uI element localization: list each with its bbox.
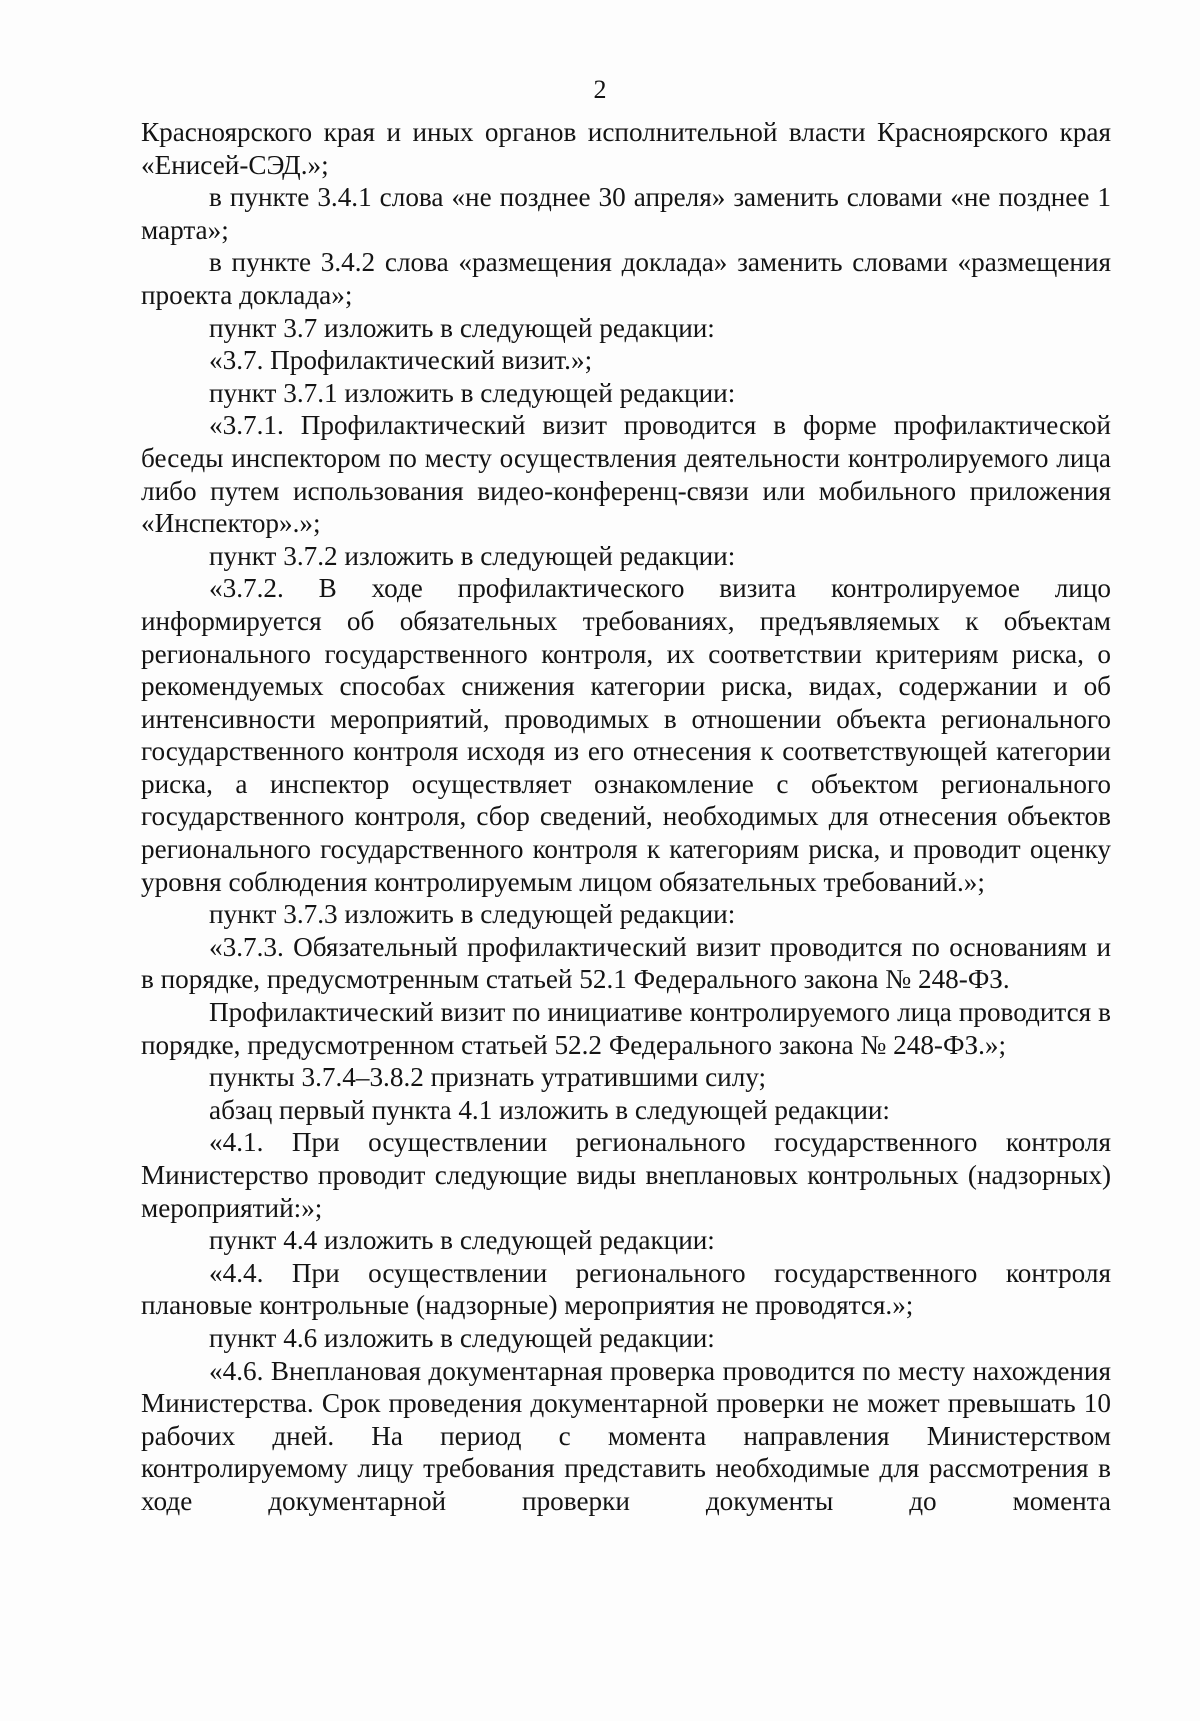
- paragraph: «3.7.2. В ходе профилактического визита контролируемое лицо информируется об обязательных требованиях, предъявляемых к объектам регионального государственного контроля, их соответствии критериям риска, о рекомендуемых способах снижения категории риска, видах, содержании и об интенсивности мероприятий, проводимых в отношении объекта регионального государственного контроля исходя из его отнесения к соответствующей категории риска, а инспектор осуществляет ознакомление с объектом регионального государственного контроля, сбор сведений, необходимых для отнесения объектов регионального государственного контроля к категориям риска, и проводит оценку уровня соблюдения контролируемым лицом обязательных требований.»;: [141, 573, 1111, 897]
- paragraph: пункт 3.7.3 изложить в следующей редакции:: [209, 899, 736, 930]
- paragraph: «4.4. При осуществлении регионального государственного контроля плановые контрольные (надзорные) мероприятия не проводятся.»;: [141, 1257, 1111, 1321]
- paragraph: пункт 3.7.1 изложить в следующей редакции:: [209, 377, 736, 408]
- paragraph: «3.7.1. Профилактический визит проводится в форме профилактической беседы инспектором по месту осуществления деятельности контролируемого лица либо путем использования видео-конференц-связи или мобильного приложения «Инспектор».»;: [141, 410, 1111, 539]
- paragraph: «4.1. При осуществлении регионального государственного контроля Министерство проводит следующие виды внеплановых контрольных (надзорных) мероприятий:»;: [141, 1127, 1111, 1223]
- paragraph: в пункте 3.4.1 слова «не позднее 30 апреля» заменить словами «не позднее 1 марта»;: [141, 182, 1111, 245]
- paragraph: Профилактический визит по инициативе контролируемого лица проводится в порядке, предусмотренном статьей 52.2 Федерального закона № 248-ФЗ.»;: [141, 997, 1111, 1060]
- paragraph: пункт 3.7.2 изложить в следующей редакции:: [209, 540, 736, 571]
- paragraph: Красноярского края и иных органов исполнительной власти Красноярского края «Енисей-СЭД.»;: [141, 117, 1111, 180]
- page-number: 2: [593, 75, 607, 104]
- paragraph: в пункте 3.4.2 слова «размещения доклада» заменить словами «размещения проекта доклада»;: [141, 247, 1111, 310]
- document-body: [141, 116, 1111, 1518]
- paragraph: пункты 3.7.4–3.8.2 признать утратившими силу;: [209, 1062, 767, 1093]
- paragraph: пункт 4.6 изложить в следующей редакции:: [209, 1322, 715, 1353]
- paragraph: «3.7.3. Обязательный профилактический визит проводится по основаниям и в порядке, предусмотренным статьей 52.1 Федерального закона № 248-ФЗ.: [141, 931, 1111, 995]
- paragraph: «3.7. Профилактический визит.»;: [209, 345, 593, 376]
- paragraph: пункт 3.7 изложить в следующей редакции:: [209, 312, 715, 343]
- paragraph: «4.6. Внеплановая документарная проверка проводится по месту нахождения Министерства. Срок проведения документарной проверки не может превышать 10 рабочих дней. На период с момента направления Министерством контролируемому лицу требования представить необходимые для рассмотрения в ходе документарной проверки документы до момента: [141, 1355, 1111, 1516]
- paragraph: пункт 4.4 изложить в следующей редакции:: [209, 1225, 715, 1256]
- paragraph: абзац первый пункта 4.1 изложить в следующей редакции:: [209, 1094, 890, 1125]
